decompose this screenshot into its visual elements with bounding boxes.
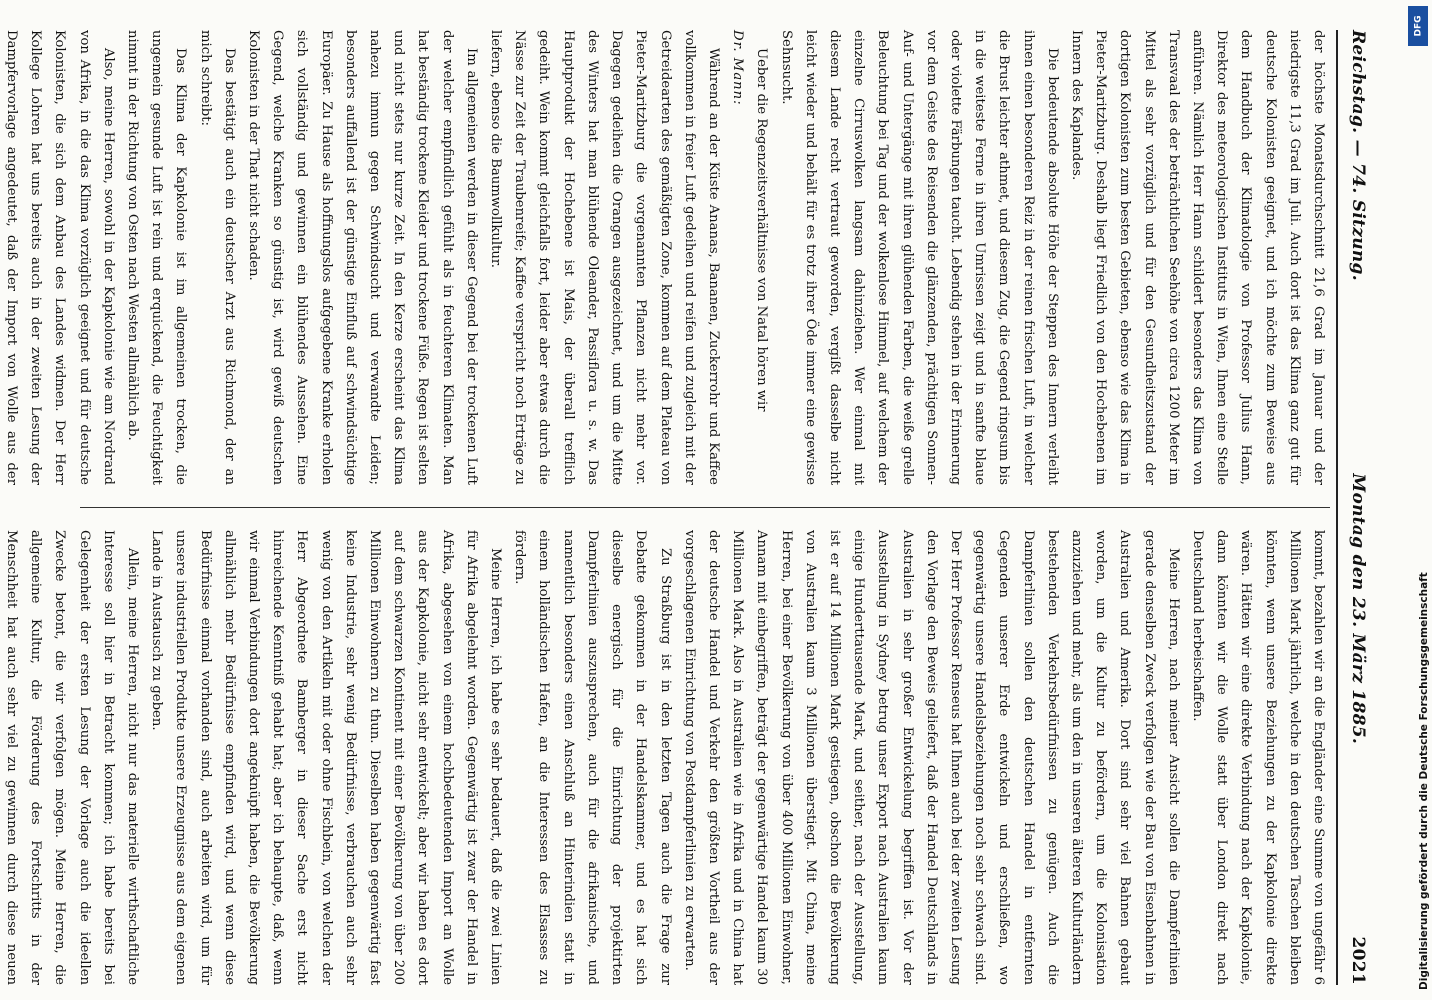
paragraph: Allein, meine Herren, nicht nur das materielle wirthschaftliche Interesse soll hier in Betracht kommen; ich habe bereits bei Gelegenheit der ersten Lesung der Vorlage auch die ideellen Zwecke betont, die wir verfolgen mögen. Meine Herren, die allgemeine Kultur, die Förderung des Fortschritts in der Menschheit hat auch sehr viel zu gewinnen durch diese neuen: [4, 530, 141, 985]
paragraph: der höchste Monatsdurchschnitt 21,6 Grad im Januar und der niedrigste 11,3 Grad im Juli. Auch dort ist das Klima ganz gut für deutsche Kolonisten geeignet, und ich möchte zum Beweise aus dem Handbuch der Klimatologie von Professor Julius Hann, Direktor des meteorologischen Instituts in Wien, Ihnen eine Stelle anführen. Nämlich Herr Hann schildert besonders das Klima von Transvaal des der beträchtlichen Seehöhe von circa 1200 Meter im Mittel als sehr vorzüglich und für den Gesundheitszustand der dortigen Kolonisten zum besten Gebieten, ebenso wie das Klima in Pieter-Maritzburg. Deshalb liegt Friedlich von den Hochebenen im Innern des Kaplandes.: [1068, 30, 1326, 485]
paragraph: Das bestätigt auch ein deutscher Arzt aus Richmond, der an mich schreibt:: [197, 30, 237, 485]
paragraph: Meine Herren, ich habe es sehr bedauert, daß die zwei Linien für Afrika abgelehnt worden. Gegenwärtig ist zwar der Handel in Afrika, abgesehen von einem hochbedeutenden Import an Wolle aus der Kapkolonie, nicht sehr entwickelt; aber wir haben es dort auf dem schwarzen Kontinent mit einer Bevölkerung von über 200 Millionen Einwohnern zu thun. Dieselben haben gegenwärtig fast keine Industrie, sehr wenig Bedürfnisse, verbrauchen auch sehr wenig von den Artikeln mit oder ohne Fischbein, von welchen der Herr Abgeordnete Bamberger in dieser Sache erst nicht hinreichende Kenntniß gehabt hat; aber ich behaupte, daß, wenn wir einmal Verbindungen dort angeknüpft haben, die Bevölkerung allmählich mehr Bedürfnisse empfinden wird, und wenn diese Bedürfnisse einmal vorhanden sind, auch arbeiten wird, um für unsere industriellen Produkte unsere Erzeugnisse aus dem eigenen Lande in Austausch zu geben.: [149, 530, 504, 985]
paragraph: Also, meine Herren, sowohl in der Kapkolonie wie am Nordrand von Afrika, in die das Klima vorzüglich geeignet und für deutsche Kolonisten, die sich dem Anbau des Landes widmen. Der Herr Kollege Lohren hat uns bereits auch in der zweiten Lesung der Dampfervorlage angedeutet, daß der Import von Wolle aus der: [4, 30, 116, 485]
header-left-title: Reichstag. — 74. Sitzung.: [1348, 30, 1368, 281]
page-header: [1336, 30, 1378, 985]
speaker-line: Dr. Mann:: [730, 30, 746, 106]
paragraph: Während an der Küste Ananas, Bananen, Zuckerrohr und Kaffee vollkommen in freier Luft gedeihen und reifen und zugleich mit der Getreidearten des gemäßigten Zone, kommen auf dem Plateau von Pieter-Maritzburg die vorgenannten Pflanzen nicht mehr vor. Dagegen gedeihen die Orangen ausgezeichnet, und um die Mitte des Winters hat man blühende Oleander, Passiflora u. s. w. Das Hauptprodukt der Hochebene ist Mais, der überall trefflich gedeiht. Wein kommt gleichfalls fort, leider aber etwas durch die Nässe zur Zeit der Traubenreife; Kaffee verspricht noch Erträge zu liefern, ebenso die Baumwollkultur.: [488, 30, 721, 485]
paragraph: Meine Herren, nach meiner Ansicht sollen die Dampferlinien gerade denselben Zweck verfolgen wie der Bau von Eisenbahnen in Australien und Amerika. Dort sind sehr viel Bahnen gebaut worden, um die Kultur zu befördern, um die Kolonisation anzuziehen und mehr, als um den in unseren älteren Kulturländern bestehenden Verkehrsbedürfnissen zu genügen. Auch die Dampferlinien sollen den deutschen Handel in entfernten Gegenden unserer Erde entwickeln und erschließen, wo gegenwärtig unsere Handelsbeziehungen noch sehr schwach sind. Der Herr Professor Renseus hat Ihnen auch bei der zweiten Lesung den Vorlage den Beweis geliefert, daß der Handel Deutschlands in Australien in sehr großer Entwickelung begriffen ist. Vor der Ausstellung in Sydney betrug unser Export nach Australien kaum einige Hunderttausende Mark, und seither, nach der Ausstellung, ist er auf 14 Millionen Mark gestiegen, obschon die Bevölkerung von Australien kaum 3 Millionen überstiegt. Mit China, meine Herren, bei einer Bevölkerung von über 400 Millionen Einwohner, Annam mit einbegriffen, beträgt der gegenwärtige Handel kaum 30 Millionen Mark. Also in Australien wie in Afrika und in China hat der deutsche Handel und Verkehr den größten Vortheil aus der vorgeschlagenen Einrichtung von Postdampferlinien zu erwarten.: [681, 530, 1181, 985]
dfg-logo-text: DFG: [1413, 15, 1424, 37]
paragraph: Die bedeutende absolute Höhe der Steppen des Innern verleiht ihnen einen besonderen Reiz in der reinen frischen Luft, in welcher die Brust leichter athmet, und diesem Zug, die Gegend ringsum bis in die weiteste Ferne in ihren Umrissen zeigt und in sanfte blaue oder violette Färbungen taucht. Lebendig stehen in der Erinnerung vor dem Geiste des Reisenden die glänzenden, prächtigen Sonnen-Auf- und Untergänge mit ihren glühenden Farben, die weiße grelle Beleuchtung bei Tag und der wolkenlose Himmel, auf welchem der einzelne Cirruswolken langsam dahinziehen. Wer einmal mit diesem Lande recht vertraut geworden, vergißt dasselbe nicht leicht wieder und behält für es trotz ihrer Öde immer eine gewisse Sehnsucht.: [778, 30, 1060, 485]
paragraph-intro: Ueber die Regenzeitsverhältnisse von Natal hören wir: [754, 48, 770, 412]
page-number: 2021: [1348, 936, 1368, 985]
paragraph: Im allgemeinen werden in dieser Gegend bei der trockenen Luft der welcher empfindlich gefühlt als in feuchteren Klimaten. Man hat beständig trockene Kleider und trockene Füße. Regen ist selten und nicht stets nur kurze Zeit. In den Kerze erscheint das Klima nahezu immun gegen Schwindsucht und verwandte Leiden; besonders auffallend ist der günstige Einfluß auf schwindsüchtige Europäer. Zu Hause als hoffnungslos aufgegebene Kranke erholen sich vollständig und gewinnen ein blühendes Aussehen. Eine Gegend, welche Kranken so günstig ist, wird gewiß deutschen Kolonisten in der That nicht schaden.: [246, 30, 479, 485]
text-column-left: [4, 30, 1330, 485]
text-column-right: [4, 530, 1330, 985]
paragraph: [749, 30, 773, 485]
column-divider: [80, 507, 1330, 508]
paragraph: Das Klima der Kapkolonie ist im allgemeinen trocken, die ungemein gesunde Luft ist rein und erquickend, die Feuchtigkeit nimmt in der Richtung von Osten nach Westen allmählich ab.: [125, 30, 189, 485]
header-date: Montag den 23. März 1885.: [1348, 473, 1368, 745]
dfg-logo: [1408, 6, 1428, 46]
paragraph: kommt, bezahlen wir an die Engländer eine Summe von ungefähr 6 Millionen Mark jährlich, welche in den deutschen Taschen bleiben könnten, wenn unsere Beziehungen zu der Kapkolonie direkte wären. Hätten wir eine direkte Verbindung nach der Kapkolonie, dann könnten wir die Wolle statt über London direkt nach Deutschland herbeischaffen.: [1189, 530, 1326, 985]
paragraph: Zu Straßburg ist in den letzten Tagen auch die Frage zur Debatte gekommen in der Handelskammer, und es hat sich dieselbe energisch für die Einrichtung der projektirten Dampferlinien auszusprechen, auch für die afrikanische, und namentlich besonders einen Anschluß an Hinterindien statt in einem holländischen Hafen, an die Interessen des Elsasses zu fördern.: [512, 530, 673, 985]
rotated-page-content: [4, 30, 1378, 985]
digitization-stamp: Digitalisierung gefördert durch die Deutsche Forschungsgemeinschaft: [1418, 572, 1430, 990]
